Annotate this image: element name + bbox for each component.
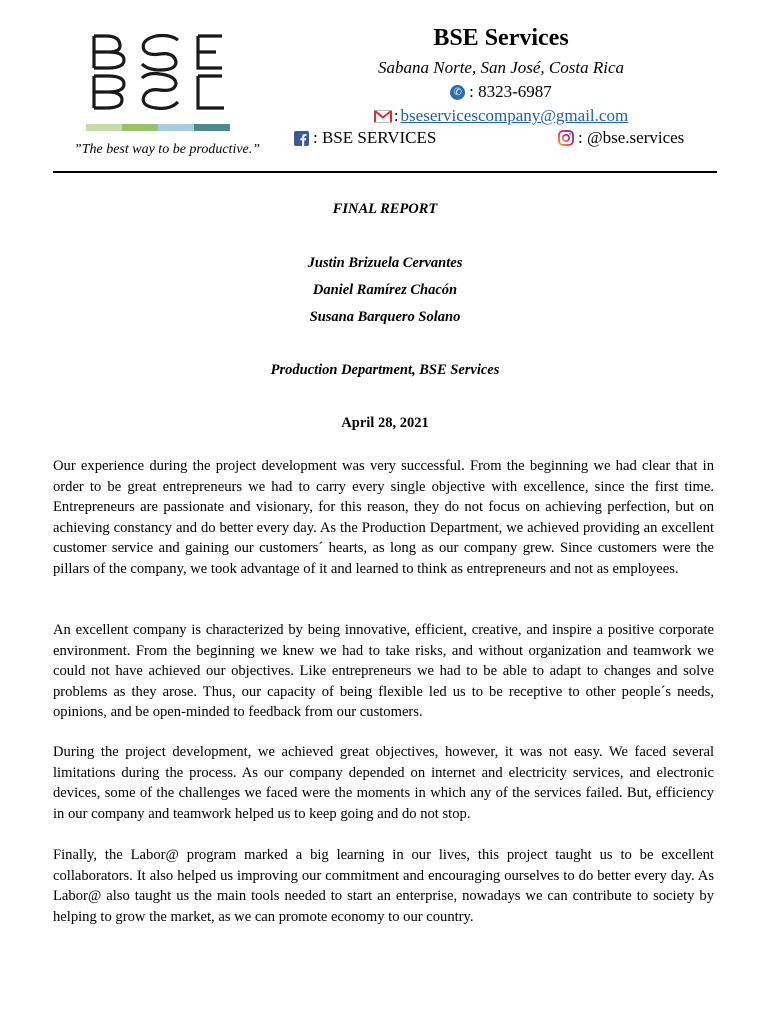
author-1: Justin Brizuela Cervantes <box>307 255 463 271</box>
strip-segment-2 <box>122 124 158 131</box>
department: Production Department, BSE Services <box>270 362 500 378</box>
strip-segment-3 <box>158 124 194 131</box>
author-3: Susana Barquero Solano <box>309 309 461 325</box>
social-row <box>294 128 694 152</box>
phone-number: : 8323-6987 <box>469 82 552 101</box>
phone-line <box>300 80 702 104</box>
facebook-handle: : BSE SERVICES <box>313 128 437 147</box>
email-line <box>300 104 702 128</box>
company-name: BSE Services <box>433 25 569 51</box>
paragraph-2: An excellent company is characterized by being innovative, efficient, creative, and inspire a positive corporate environment. From the beginning we knew we had to take risks, and without organization and teamwork we could not have achieved our objectives. Like entrepreneurs we had to be able to adapt to changes and solve problems as they arose. Thus, our capacity of being flexible led us to be receptive to other people´s needs, opinions, and be open-minded to feedback from our customers. <box>53 622 714 720</box>
instagram-item[interactable] <box>558 128 684 148</box>
color-strip <box>86 124 230 131</box>
instagram-handle: : @bse.services <box>578 128 685 147</box>
company-info <box>300 22 702 128</box>
email-prefix: : <box>393 106 399 125</box>
instagram-icon <box>558 130 574 146</box>
logo-block <box>62 30 262 157</box>
company-address: Sabana Norte, San José, Costa Rica <box>377 58 624 77</box>
strip-segment-4 <box>194 124 230 131</box>
report-date: April 28, 2021 <box>341 415 429 431</box>
bse-logo <box>86 30 230 112</box>
email-link[interactable]: bseservicescompany@gmail.com <box>400 106 629 125</box>
facebook-icon <box>294 131 309 146</box>
paragraph-4: Finally, the Labor@ program marked a big learning in our lives, this project taught us to be excellent collaborators. It also helped us improving our commitment and encouraging ourselves to do better every day. As Labor@ also taught us the main tools needed to start an enterprise, nowadays we can contribute to society by helping to grow the market, as we can promote economy to our country. <box>53 847 714 925</box>
paragraph-3: During the project development, we achieved great objectives, however, it was not easy. We faced several limitations during the process. As our company depended on internet and electricity services, and electronic devices, some of the challenges we faced were the moments in which any of the services failed. But, efficiency in our company and teamwork helped us to keep going and do not stop. <box>53 744 714 822</box>
tagline: ”The best way to be productive.” <box>73 142 261 157</box>
phone-icon: ✆ <box>450 85 465 100</box>
author-2: Daniel Ramírez Chacón <box>312 282 458 298</box>
paragraph-1: Our experience during the project development was very successful. From the beginning we had clear that in order to be great entrepreneurs we had to carry every single objective with excellence, since the first time. Entrepreneurs are passionate and visionary, for this reason, they do not focus on achieving perfection, but on achieving constancy and do better every day. As the Production Department, we achieved providing an excellent customer service and gaining our customers´ hearts, as long as our company grew. Since customers were the pillars of the company, we took advantage of it and learned to think as entrepreneurs and not as employees. <box>53 458 714 577</box>
facebook-item[interactable] <box>294 128 436 148</box>
mail-icon <box>374 110 392 123</box>
header-divider <box>53 171 717 173</box>
report-title: FINAL REPORT <box>332 201 438 217</box>
strip-segment-1 <box>86 124 122 131</box>
